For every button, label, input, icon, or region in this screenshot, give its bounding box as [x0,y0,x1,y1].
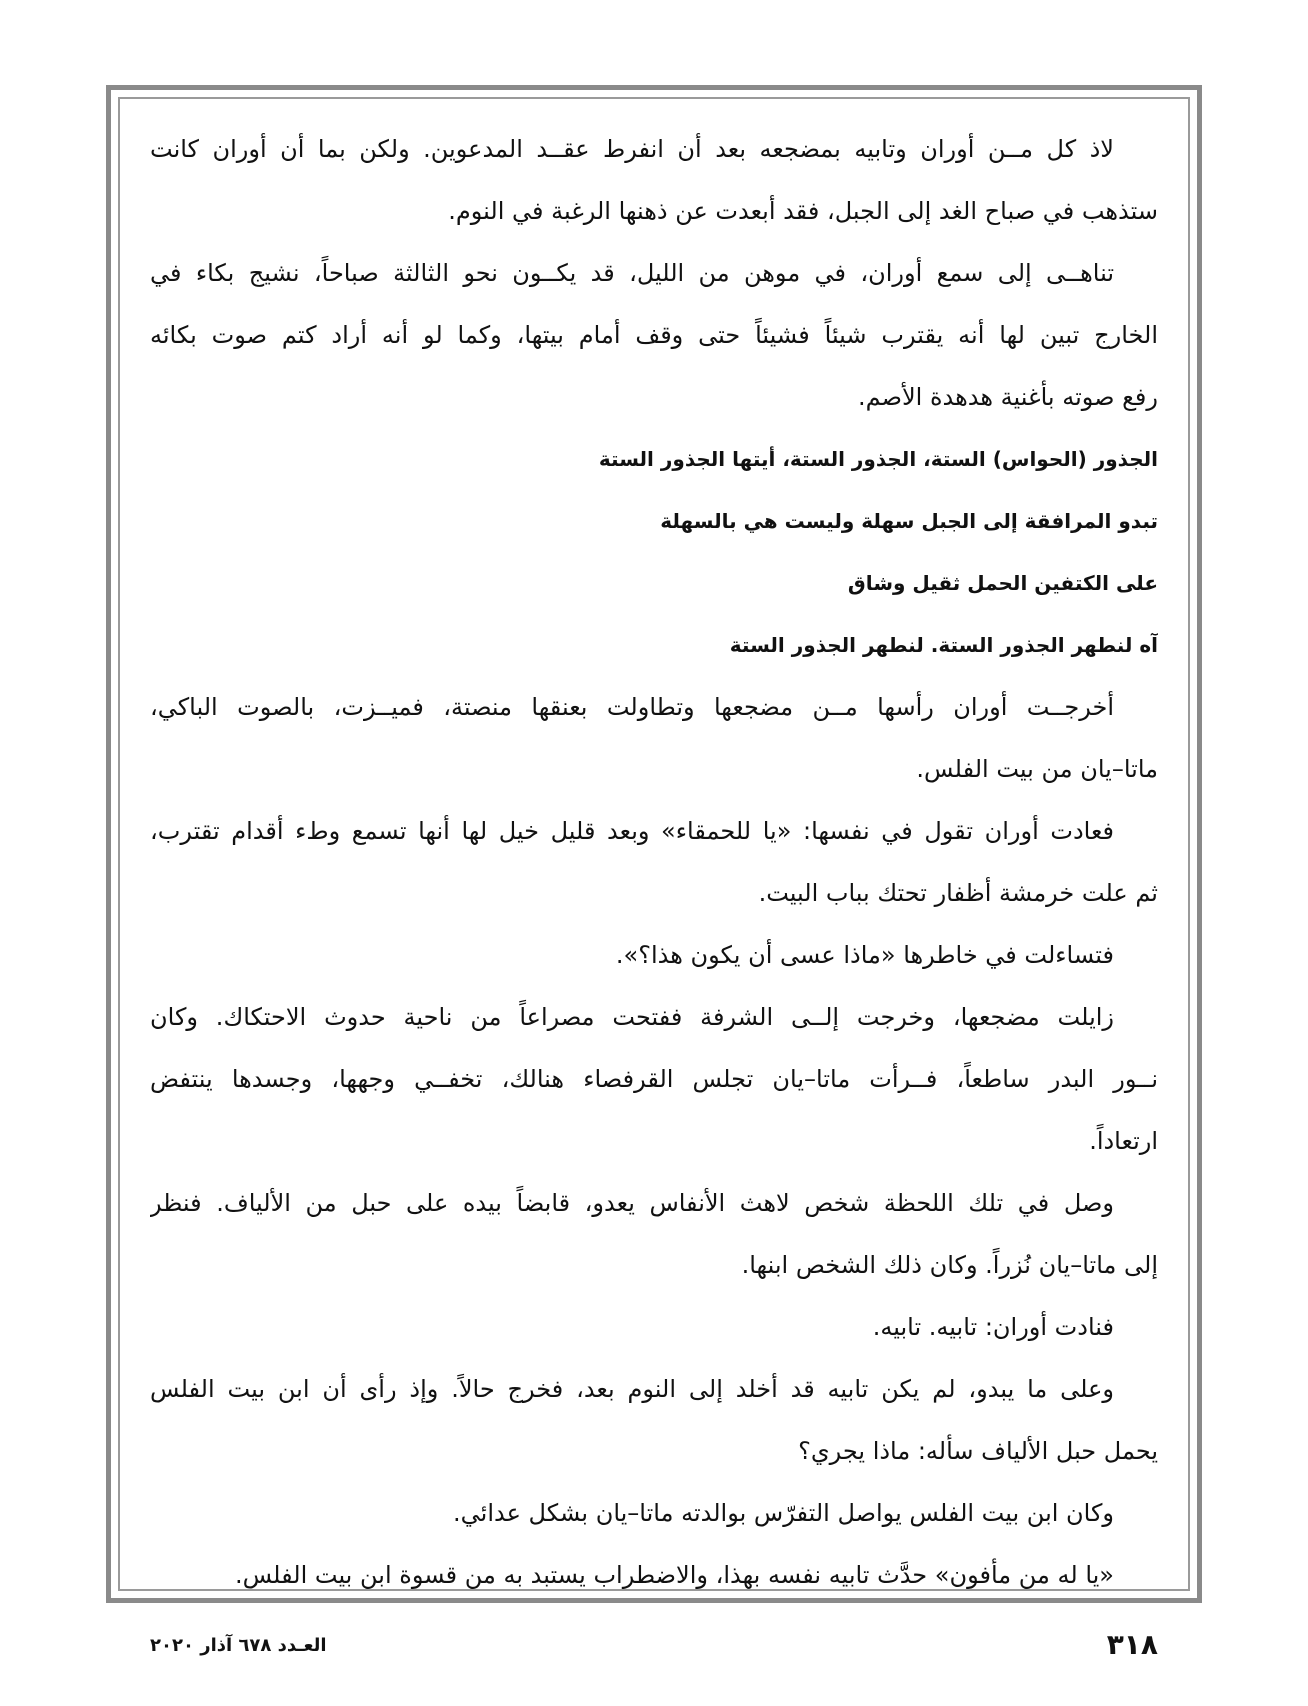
paragraph-line: ماتا–يان من بيت الفلس. [916,755,1158,783]
paragraph-line: نــور البدر ساطعاً، فــرأت ماتا–يان تجلس القرفصاء هنالك، تخفــي وجهها، وجسدها ينتفض [150,1065,1158,1093]
poem-verse: على الكتفين الحمل ثقيل وشاق [847,571,1158,595]
paragraph-line: زايلت مضجعها، وخرجت إلــى الشرفة ففتحت مصراعاً من ناحية حدوث الاحتكاك. وكان [150,1003,1114,1031]
paragraph-line: «يا له من مأفون» حدَّث تابيه نفسه بهذا، والاضطراب يستبد به من قسوة ابن بيت الفلس. [234,1561,1114,1589]
paragraph-line: يحمل حبل الألياف سأله: ماذا يجري؟ [798,1437,1158,1465]
article-body [150,118,1158,1606]
paragraph-line: لاذ كل مــن أوران وتابيه بمضجعه بعد أن انفرط عقــد المدعوين. ولكن بما أن أوران كانت [150,135,1114,163]
paragraph-line: إلى ماتا–يان نُزراً. وكان ذلك الشخص ابنها. [741,1251,1158,1279]
paragraph-line: وعلى ما يبدو، لم يكن تابيه قد أخلد إلى النوم بعد، فخرج حالاً. وإذ رأى أن ابن بيت الفلس [150,1375,1114,1403]
paragraph-line: أخرجــت أوران رأسها مــن مضجعها وتطاولت بعنقها منصتة، فميــزت، بالصوت الباكي، [150,693,1114,721]
paragraph-line: فنادت أوران: تابيه. تابيه. [872,1313,1114,1341]
paragraph-line: وكان ابن بيت الفلس يواصل التفرّس بوالدته ماتا–يان بشكل عدائي. [453,1499,1114,1527]
paragraph-line: الخارج تبين لها أنه يقترب شيئاً فشيئاً حتى وقف أمام بيتها، وكما لو أنه أراد كتم صوت بكائه [150,321,1158,349]
paragraph-line: وصل في تلك اللحظة شخص لاهث الأنفاس يعدو، قابضاً بيده على حبل من الألياف. فنظر [150,1189,1114,1217]
issue-info: العـدد ٦٧٨ آذار ٢٠٢٠ [150,1635,327,1656]
paragraph-line: ثم علت خرمشة أظفار تحتك بباب البيت. [758,879,1158,907]
paragraph-line: فعادت أوران تقول في نفسها: «يا للحمقاء» وبعد قليل خيل لها أنها تسمع وطء أقدام تقترب، [150,817,1114,845]
paragraph-line: تناهــى إلى سمع أوران، في موهن من الليل، قد يكــون نحو الثالثة صباحاً، نشيج بكاء في [150,259,1114,287]
poem-verse: الجذور (الحواس) الستة، الجذور الستة، أيتها الجذور الستة [598,447,1158,471]
paragraph-line: فتساءلت في خاطرها «ماذا عسى أن يكون هذا؟». [615,941,1114,969]
page-number: ٣١٨ [1106,1628,1158,1661]
poem-verse: آه لنطهر الجذور الستة. لنطهر الجذور الستة [729,633,1158,657]
poem-verse: تبدو المرافقة إلى الجبل سهلة وليست هي بالسهلة [660,509,1158,533]
paragraph-line: رفع صوته بأغنية هدهدة الأصم. [858,383,1158,411]
paragraph-line: ارتعاداً. [1089,1127,1158,1155]
page-footer [150,1625,1158,1665]
paragraph-line: ستذهب في صباح الغد إلى الجبل، فقد أبعدت عن ذهنها الرغبة في النوم. [448,197,1158,225]
